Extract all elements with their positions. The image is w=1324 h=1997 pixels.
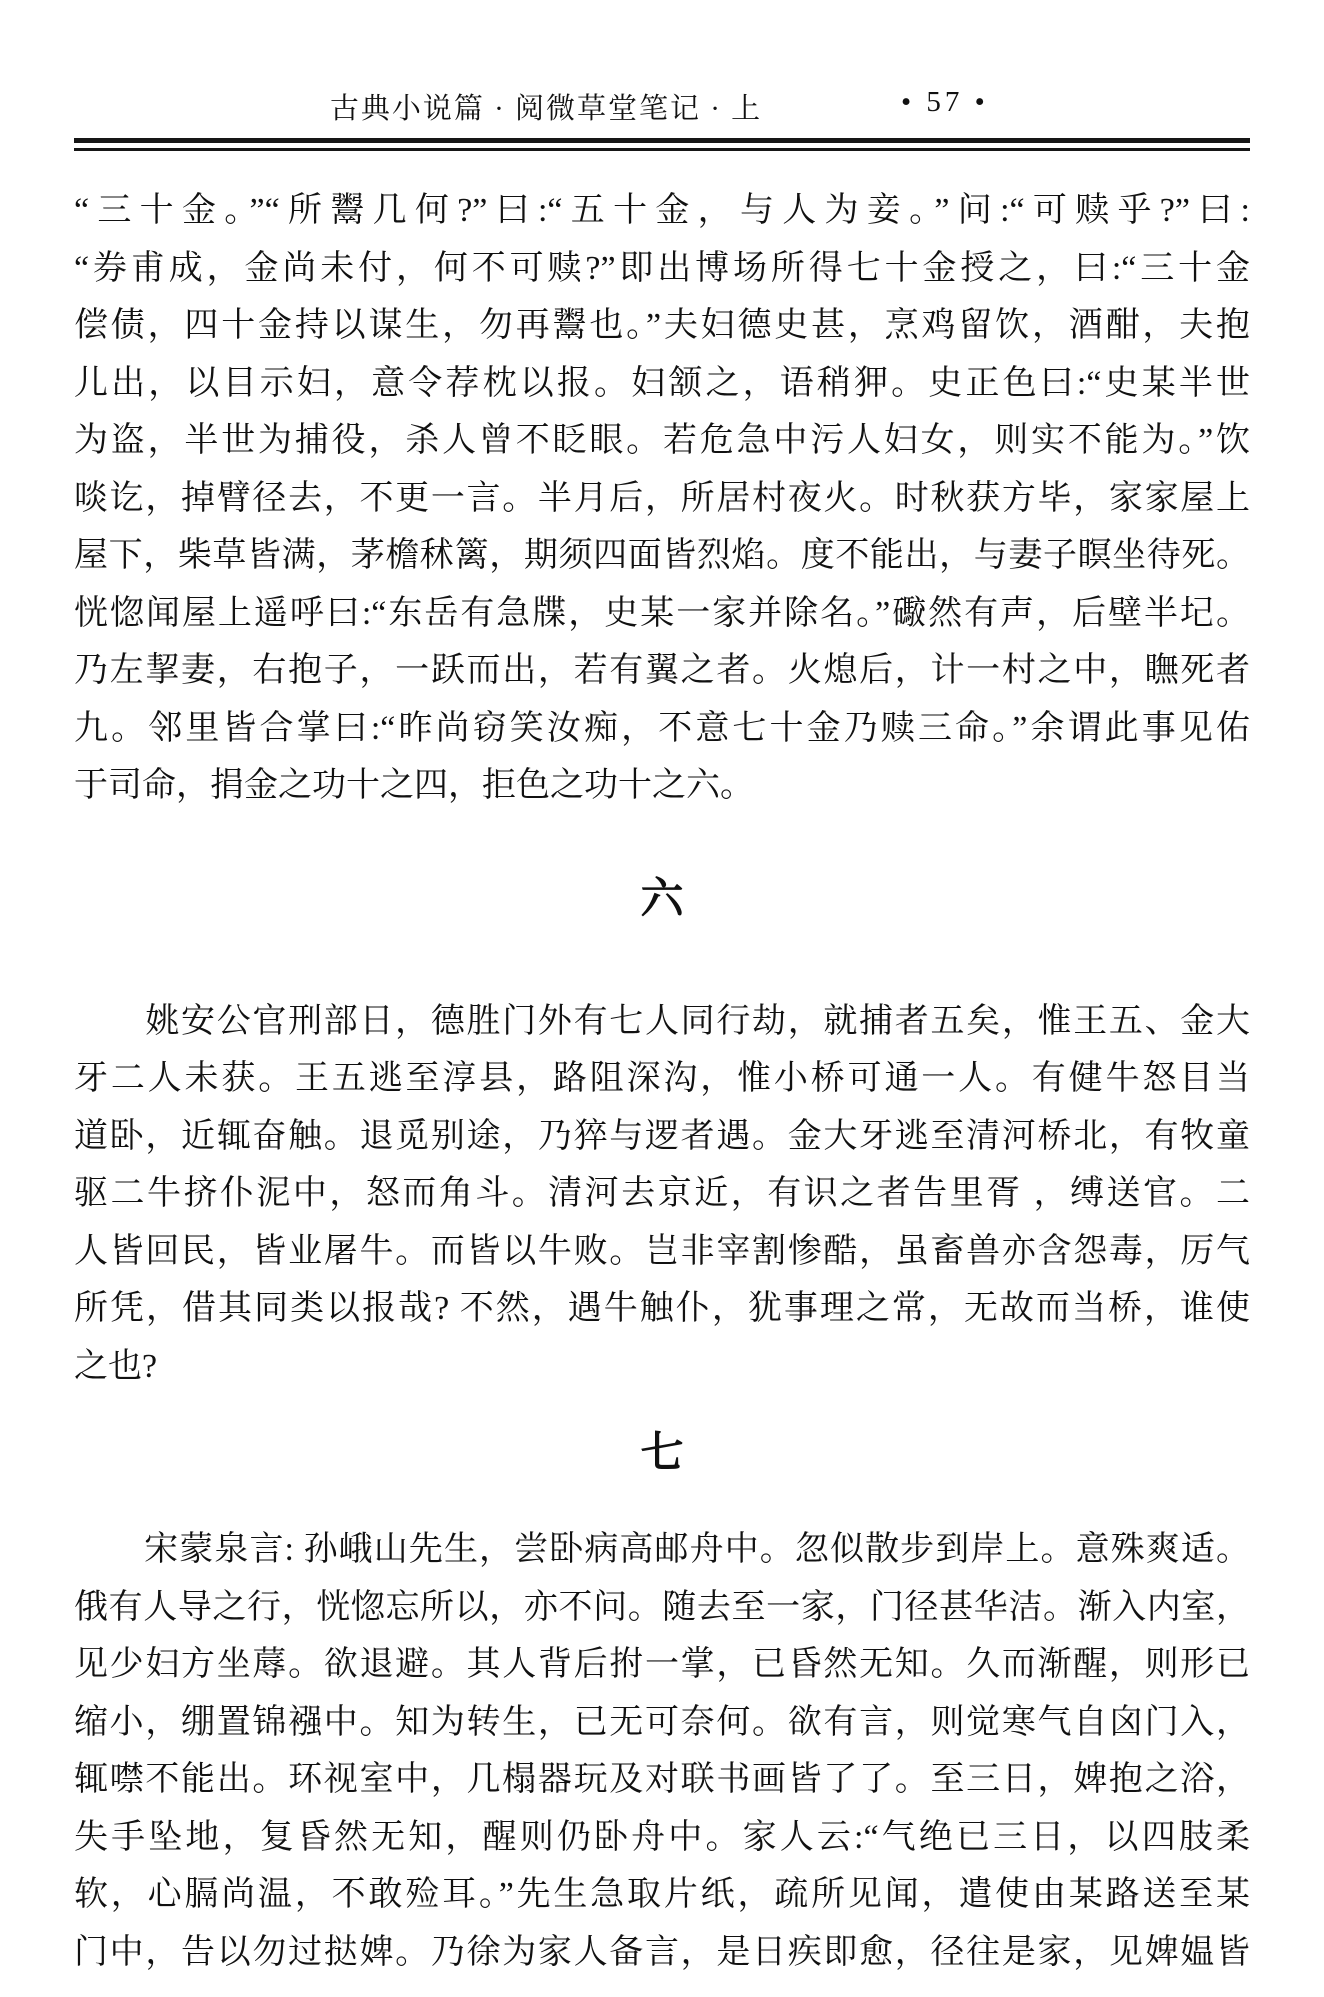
text-line: 软，心膈尚温，不敢殓耳。”先生急取片纸，疏所见闻，遣使由某路送至某 xyxy=(74,1876,1250,1913)
text-line: 宋蒙泉言: 孙峨山先生，尝卧病高邮舟中。忽似散步到岸上。意殊爽适。 xyxy=(74,1531,1250,1568)
running-header xyxy=(74,86,1250,132)
section-7-paragraph xyxy=(74,1521,1250,1981)
text-line: 牙二人未获。王五逃至淳县，路阻深沟，惟小桥可通一人。有健牛怒目当 xyxy=(74,1060,1250,1097)
text-line: 为盗，半世为捕役，杀人曾不眨眼。若危急中污人妇女，则实不能为。”饮 xyxy=(74,422,1250,459)
header-divider xyxy=(74,138,1250,151)
section-6-paragraph xyxy=(74,993,1250,1396)
text-line: 人皆回民，皆业屠牛。而皆以牛败。岂非宰割惨酷，虽畜兽亦含怨毒，厉气 xyxy=(74,1232,1250,1270)
text-line: 所凭，借其同类以报哉? 不然，遇牛触仆，犹事理之常，无故而当桥，谁使 xyxy=(74,1290,1250,1327)
text-line: 辄噤不能出。环视室中，几榻器玩及对联书画皆了了。至三日，婢抱之浴， xyxy=(74,1761,1250,1798)
text-line: 驱二牛挤仆泥中，怒而角斗。清河去京近，有识之者告里胥 ，缚送官。二 xyxy=(74,1175,1250,1212)
text-line: 道卧，近辄奋触。退觅别途，乃猝与逻者遇。金大牙逃至清河桥北，有牧童 xyxy=(74,1117,1250,1155)
text-line: 门中，告以勿过挞婢。乃徐为家人备言，是日疾即愈，径往是家，见婢媪皆 xyxy=(74,1933,1250,1971)
text-line: 屋下，柴草皆满，茅檐秫篱，期须四面皆烈焰。度不能出，与妻子瞑坐待死。 xyxy=(74,537,1250,574)
text-line: 见少妇方坐蓐。欲退避。其人背后拊一掌，已昏然无知。久而渐醒，则形已 xyxy=(74,1646,1250,1683)
section-heading-6: 六 xyxy=(640,875,684,923)
paragraph-continuation xyxy=(74,182,1250,815)
text-line: 偿债，四十金持以谋生，勿再鬻也。”夫妇德史甚，烹鸡留饮，酒酣，夫抱 xyxy=(74,307,1250,344)
running-header-title: 古典小说篇 · 阅微草堂笔记 · 上 xyxy=(329,93,763,125)
text-line: “券甫成，金尚未付，何不可赎?”即出博场所得七十金授之，曰:“三十金 xyxy=(74,249,1250,287)
text-line: 缩小，绷置锦襁中。知为转生，已无可奈何。欲有言，则觉寒气自囟门入， xyxy=(74,1703,1250,1741)
text-line: 之也? xyxy=(74,1347,158,1385)
text-line: 九。邻里皆合掌曰:“昨尚窃笑汝痴，不意七十金乃赎三命。”余谓此事见佑 xyxy=(74,709,1250,747)
text-line: 儿出，以目示妇，意令荐枕以报。妇颔之，语稍狎。史正色曰:“史某半世 xyxy=(74,364,1250,402)
text-line: 于司命，捐金之功十之四，拒色之功十之六。 xyxy=(74,767,754,804)
section-heading-7: 七 xyxy=(640,1430,684,1477)
text-line: 恍惚闻屋上遥呼曰:“东岳有急牒，史某一家并除名。”礮然有声，后壁半圮。 xyxy=(74,594,1250,632)
text-line: 姚安公官刑部日，德胜门外有七人同行劫，就捕者五矣，惟王五、金大 xyxy=(74,1002,1250,1040)
text-line: 俄有人导之行，恍惚忘所以，亦不问。随去至一家，门径甚华洁。渐入内室， xyxy=(74,1588,1250,1626)
text-line: “三十金。”“所鬻几何?”曰:“五十金，与人为妾。”问:“可赎乎?”曰: xyxy=(74,192,1250,229)
text-line: 乃左挈妻，右抱子，一跃而出，若有翼之者。火熄后，计一村之中，瞴死者 xyxy=(74,652,1250,689)
page-number: • 57 • xyxy=(901,86,989,118)
text-line: 失手坠地，复昏然无知，醒则仍卧舟中。家人云:“气绝已三日，以四肢柔 xyxy=(74,1818,1250,1856)
text-line: 啖讫，掉臂径去，不更一言。半月后，所居村夜火。时秋获方毕，家家屋上 xyxy=(74,479,1250,517)
